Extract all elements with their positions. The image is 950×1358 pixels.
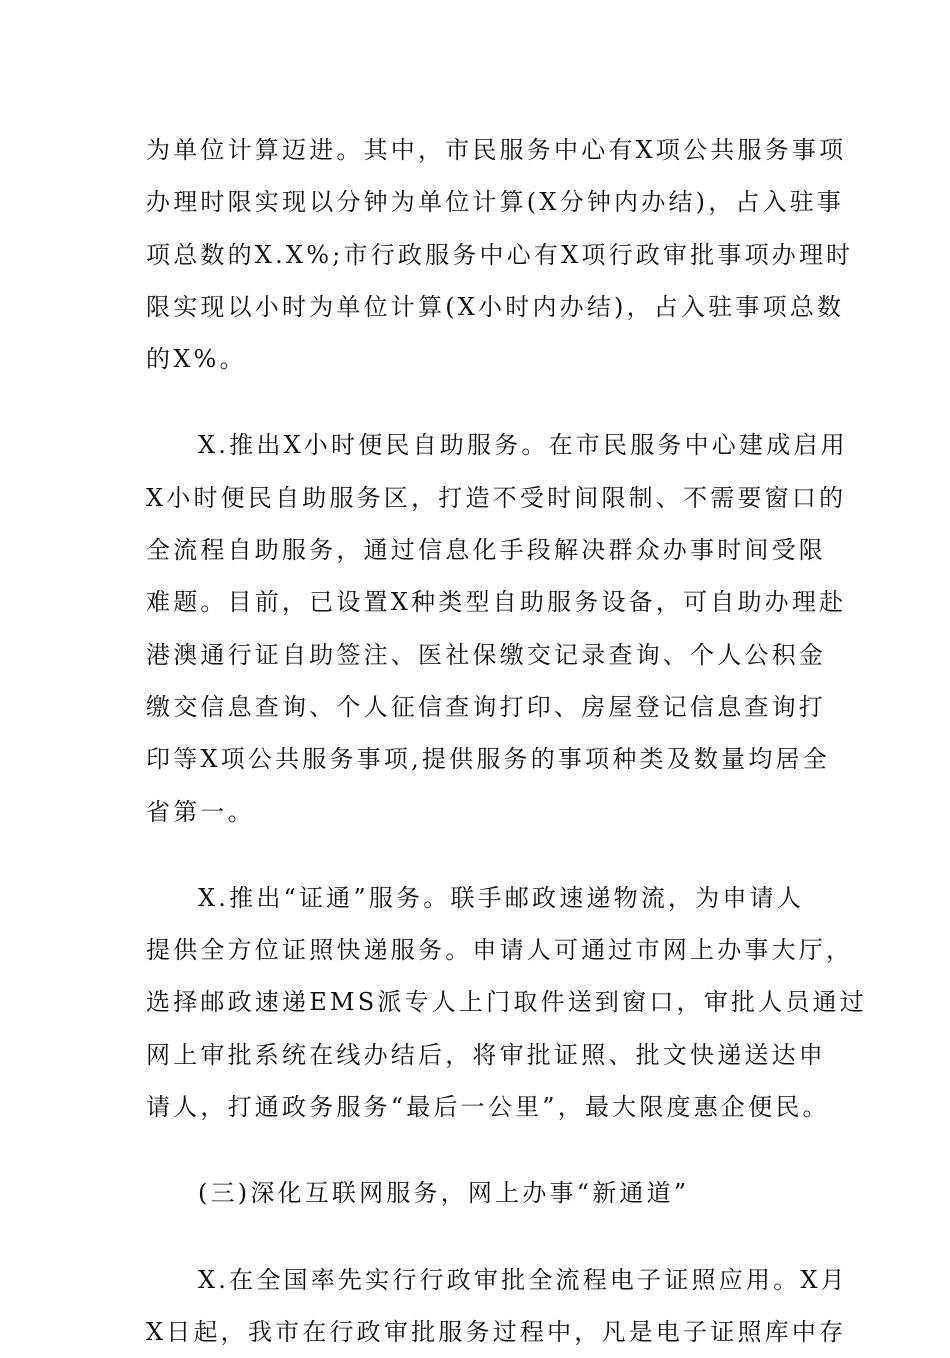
document-body (146, 124, 867, 1358)
text-line: X.推出“证通”服务。联手邮政速递物流，为申请人 (198, 883, 805, 912)
text-line: X.推出X小时便民自助服务。在市民服务中心建成启用 (198, 431, 848, 460)
text-line: 网上审批系统在线办结后，将审批证照、批文快递送达申 (146, 1040, 826, 1069)
paragraph-service-time-limits (146, 124, 854, 385)
paragraph-electronic-certificates (146, 1254, 848, 1358)
text-line: 印等X项公共服务事项,提供服务的事项种类及数量均居全 (146, 745, 830, 774)
text-line: 港澳通行证自助签注、医社保缴交记录查询、个人公积金 (146, 640, 826, 669)
text-line: 缴交信息查询、个人征信查询打印、房屋登记信息查询打 (146, 692, 826, 721)
text-line: 限实现以小时为单位计算(X小时内办结)，占入驻事项总数 (146, 292, 845, 321)
paragraph-gap (146, 1133, 808, 1167)
text-line: 请人，打通政务服务“最后一公里”，最大限度惠企便民。 (146, 1093, 830, 1122)
text-line: 选择邮政速递EMS派专人上门取件送到窗口，审批人员通过 (146, 988, 867, 1017)
text-line: 项总数的X.X%;市行政服务中心有X项行政审批事项办理时 (146, 240, 854, 269)
text-line: 省第一。 (146, 797, 255, 826)
paragraph-gap (146, 838, 808, 872)
paragraph-self-service (146, 419, 848, 837)
text-line: 为单位计算迈进。其中，市民服务中心有X项公共服务事项 (146, 136, 847, 164)
text-line: 的X%。 (146, 345, 247, 374)
text-line: X日起，我市在行政审批服务过程中，凡是电子证照库中存 (146, 1317, 847, 1346)
text-line: X.在全国率先实行行政审批全流程电子证照应用。X月 (198, 1265, 848, 1294)
paragraph-gap (146, 1220, 808, 1254)
text-line: X小时便民自助服务区，打造不受时间限制、不需要窗口的 (146, 483, 847, 512)
text-line: (三)深化互联网服务，网上办事“新通道” (198, 1179, 690, 1208)
section-heading-internet-service (146, 1167, 808, 1219)
paragraph-gap (146, 385, 808, 419)
text-line: 办理时限实现以分钟为单位计算(X分钟内办结)，占入驻事 (146, 188, 845, 217)
text-line: 全流程自助服务，通过信息化手段解决群众办事时间受限 (146, 536, 826, 565)
text-line: 提供全方位证照快递服务。申请人可通过市网上办事大厅， (146, 936, 854, 965)
paragraph-certificate-delivery (146, 872, 867, 1133)
text-line: 难题。目前，已设置X种类型自助服务设备，可自助办理赴 (146, 588, 847, 617)
